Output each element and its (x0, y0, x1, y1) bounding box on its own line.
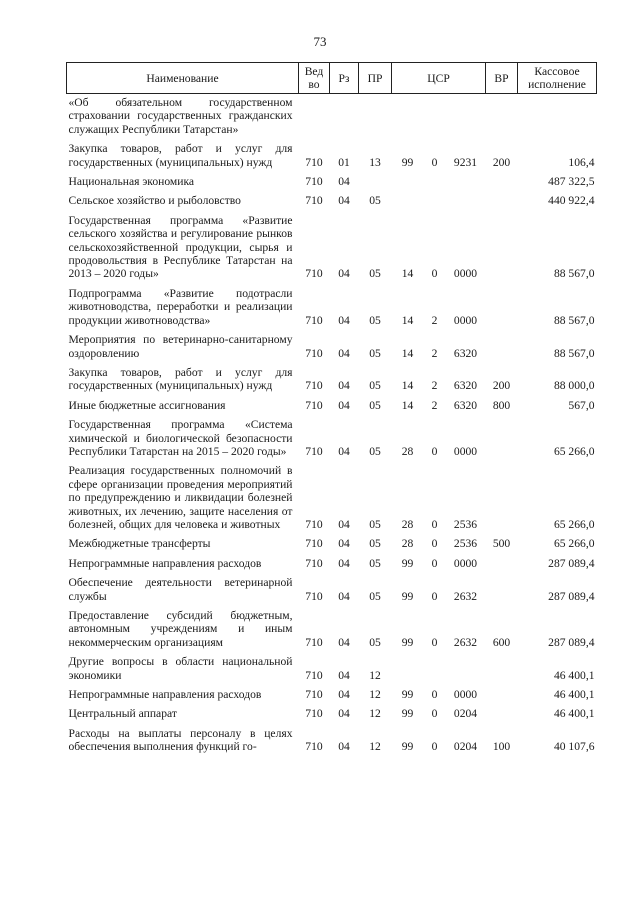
cell-ved: 710 (305, 707, 323, 721)
cell-name: Государственная программа «Развитие сельского хозяйства и регулирование рынков сельскохозяйственной продукции, сырья и продовольствия в Республике Татарстан на 2013 – 2020 годы» (68, 213, 293, 281)
cell-csr-program: 14 (401, 346, 414, 360)
cell-csr-direction: 0204 (453, 740, 478, 754)
cell-csr-program (392, 653, 424, 686)
cell-rz: 04 (338, 668, 350, 682)
cell-csr-direction: 0000 (453, 444, 478, 458)
cell-csr-program: 99 (401, 556, 414, 570)
cell-csr-subprogram: 2 (431, 398, 438, 412)
cell-name: Сельское хозяйство и рыболовство (68, 194, 241, 208)
table-row (67, 653, 597, 686)
cell-rz: 04 (338, 589, 350, 603)
table-row (67, 285, 597, 331)
table-row (67, 686, 597, 705)
cell-csr-subprogram: 0 (431, 517, 438, 531)
cell-csr-direction (446, 653, 486, 686)
cell-ved: 710 (305, 517, 323, 531)
cell-csr-direction (446, 173, 486, 192)
cell-amount: 46 400,1 (553, 668, 595, 682)
cell-csr-program: 99 (401, 635, 414, 649)
cell-csr-program: 14 (401, 313, 414, 327)
cell-amount: 65 266,0 (553, 444, 595, 458)
cell-csr-program: 14 (401, 379, 414, 393)
cell-name: Закупка товаров, работ и услуг для государственных (муниципальных) нужд (68, 365, 293, 393)
cell-csr-subprogram: 0 (431, 155, 438, 169)
cell-csr-direction: 6320 (453, 398, 478, 412)
cell-csr-subprogram (424, 94, 446, 141)
cell-csr-subprogram: 0 (431, 635, 438, 649)
table-row (67, 140, 597, 173)
cell-ved: 710 (305, 346, 323, 360)
cell-vr: 200 (492, 155, 511, 169)
cell-csr-direction: 2536 (453, 517, 478, 531)
budget-table (66, 62, 597, 758)
cell-name: Непрограммные направления расходов (68, 556, 262, 570)
cell-amount: 46 400,1 (553, 707, 595, 721)
cell-vr (486, 285, 518, 331)
cell-rz: 04 (338, 379, 350, 393)
cell-amount: 440 922,4 (548, 194, 595, 208)
cell-amount: 88 567,0 (553, 267, 595, 281)
header-amount: Кассовое исполнение (518, 63, 597, 94)
cell-amount: 487 322,5 (548, 175, 595, 189)
cell-vr (486, 331, 518, 364)
cell-vr: 100 (492, 740, 511, 754)
cell-csr-program (392, 173, 424, 192)
cell-pr: 05 (369, 379, 381, 393)
cell-rz: 04 (338, 398, 350, 412)
cell-amount: 88 000,0 (553, 379, 595, 393)
cell-ved: 710 (305, 194, 323, 208)
cell-pr: 05 (369, 194, 381, 208)
cell-csr-program: 14 (401, 398, 414, 412)
cell-rz: 04 (338, 313, 350, 327)
cell-pr: 12 (369, 740, 381, 754)
table-row (67, 725, 597, 758)
cell-csr-program (392, 94, 424, 141)
cell-name: Подпрограмма «Развитие подотрасли животноводства, переработки и реализации продукции животноводства» (68, 286, 293, 327)
table-header-row (67, 63, 597, 94)
cell-csr-program: 99 (401, 707, 414, 721)
cell-vr (486, 686, 518, 705)
cell-vr (486, 653, 518, 686)
cell-name: Расходы на выплаты персоналу в целях обеспечения выполнения функций го- (68, 726, 293, 754)
cell-ved: 710 (305, 556, 323, 570)
cell-name: Государственная программа «Система химической и биологической безопасности Республики Татарстан на 2015 – 2020 годы» (68, 418, 293, 458)
cell-csr-program: 28 (401, 537, 414, 551)
cell-rz: 04 (338, 194, 350, 208)
cell-csr-program: 28 (401, 444, 414, 458)
header-rz: Рз (330, 63, 359, 94)
cell-ved (299, 94, 330, 141)
cell-pr: 05 (369, 537, 381, 551)
cell-csr-direction: 2632 (453, 589, 478, 603)
cell-ved: 710 (305, 379, 323, 393)
cell-csr-direction: 0000 (453, 688, 478, 702)
cell-csr-direction (446, 192, 486, 211)
cell-csr-subprogram: 0 (431, 556, 438, 570)
cell-ved: 710 (305, 668, 323, 682)
cell-rz: 04 (338, 635, 350, 649)
cell-csr-program: 99 (401, 740, 414, 754)
cell-rz: 04 (338, 444, 350, 458)
cell-csr-subprogram: 2 (431, 379, 438, 393)
cell-pr (359, 173, 392, 192)
cell-rz: 01 (338, 155, 350, 169)
cell-rz: 04 (338, 688, 350, 702)
cell-csr-subprogram: 0 (431, 707, 438, 721)
cell-csr-program: 14 (401, 267, 414, 281)
table-row (67, 397, 597, 416)
cell-pr: 12 (369, 707, 381, 721)
table-row (67, 212, 597, 285)
table-row (67, 331, 597, 364)
header-csr: ЦСР (392, 63, 486, 94)
cell-csr-direction: 2536 (453, 537, 478, 551)
cell-csr-program: 28 (401, 517, 414, 531)
cell-vr (486, 94, 518, 141)
cell-name: Реализация государственных полномочий в сфере организации проведения мероприятий по предупреждению и ликвидации болезней животных, их лечению, защите населения от болезней, общих для человека и животных (68, 464, 293, 531)
cell-csr-direction: 6320 (453, 346, 478, 360)
cell-vr (486, 574, 518, 607)
cell-name: Другие вопросы в области национальной экономики (68, 655, 293, 682)
header-pr: ПР (359, 63, 392, 94)
table-row (67, 535, 597, 554)
cell-csr-program: 99 (401, 589, 414, 603)
cell-name: Закупка товаров, работ и услуг для государственных (муниципальных) нужд (68, 142, 293, 169)
cell-amount: 287 089,4 (548, 556, 595, 570)
cell-name: Межбюджетные трансферты (68, 537, 211, 551)
cell-csr-subprogram: 0 (431, 444, 438, 458)
cell-rz (330, 94, 359, 141)
cell-csr-subprogram (424, 173, 446, 192)
cell-ved: 710 (305, 635, 323, 649)
cell-csr-direction: 0000 (453, 313, 478, 327)
cell-csr-subprogram: 0 (431, 589, 438, 603)
cell-rz: 04 (338, 537, 350, 551)
table-row (67, 364, 597, 397)
cell-ved: 710 (305, 155, 323, 169)
table-row (67, 94, 597, 141)
cell-ved: 710 (305, 398, 323, 412)
cell-vr (486, 416, 518, 462)
cell-csr-subprogram: 0 (431, 267, 438, 281)
table-row (67, 416, 597, 462)
cell-csr-direction: 2632 (453, 635, 478, 649)
cell-pr: 05 (369, 444, 381, 458)
cell-pr: 13 (369, 155, 381, 169)
cell-pr: 12 (369, 688, 381, 702)
cell-rz: 04 (338, 707, 350, 721)
cell-vr: 200 (492, 379, 511, 393)
cell-pr: 05 (369, 556, 381, 570)
cell-amount: 65 266,0 (553, 517, 595, 531)
table-row (67, 173, 597, 192)
header-ved: Ведво (299, 63, 330, 94)
cell-vr (486, 462, 518, 535)
cell-csr-subprogram: 2 (431, 346, 438, 360)
cell-ved: 710 (305, 589, 323, 603)
cell-ved: 710 (305, 175, 323, 189)
cell-ved: 710 (305, 444, 323, 458)
cell-ved: 710 (305, 267, 323, 281)
cell-amount: 46 400,1 (553, 688, 595, 702)
header-vr: ВР (486, 63, 518, 94)
cell-csr-program: 99 (401, 155, 414, 169)
cell-vr (486, 192, 518, 211)
cell-csr-direction: 6320 (453, 379, 478, 393)
cell-amount: 88 567,0 (553, 313, 595, 327)
cell-pr (359, 94, 392, 141)
cell-name: Иные бюджетные ассигнования (68, 398, 226, 412)
cell-rz: 04 (338, 175, 350, 189)
cell-name: Предоставление субсидий бюджетным, автономным учреждениям и иным некоммерческим организациям (68, 609, 293, 649)
cell-vr: 800 (492, 398, 511, 412)
cell-csr-subprogram (424, 653, 446, 686)
cell-csr-subprogram (424, 192, 446, 211)
cell-rz: 04 (338, 346, 350, 360)
cell-pr: 05 (369, 635, 381, 649)
cell-vr: 500 (492, 537, 511, 551)
table-row (67, 705, 597, 724)
cell-vr (486, 212, 518, 285)
cell-csr-subprogram: 0 (431, 740, 438, 754)
cell-amount: 65 266,0 (553, 537, 595, 551)
cell-amount (518, 94, 597, 141)
cell-csr-direction: 9231 (453, 155, 478, 169)
cell-csr-subprogram: 0 (431, 688, 438, 702)
cell-vr: 600 (492, 635, 511, 649)
cell-pr: 05 (369, 398, 381, 412)
cell-ved: 710 (305, 313, 323, 327)
cell-csr-program (392, 192, 424, 211)
cell-csr-direction: 0000 (453, 556, 478, 570)
cell-name: «Об обязательном государственном страховании государственных гражданских служащих Республики Татарстан» (68, 96, 293, 136)
cell-name: Центральный аппарат (68, 707, 177, 721)
cell-csr-subprogram: 2 (431, 313, 438, 327)
cell-csr-direction: 0000 (453, 267, 478, 281)
cell-rz: 04 (338, 556, 350, 570)
cell-name: Мероприятия по ветеринарно-санитарному оздоровлению (68, 333, 293, 360)
cell-amount: 287 089,4 (548, 635, 595, 649)
page-number: 73 (313, 34, 327, 49)
cell-amount: 287 089,4 (548, 589, 595, 603)
table-row (67, 555, 597, 574)
table-row (67, 574, 597, 607)
cell-rz: 04 (338, 740, 350, 754)
cell-ved: 710 (305, 688, 323, 702)
cell-name: Обеспечение деятельности ветеринарной службы (68, 576, 293, 603)
cell-amount: 88 567,0 (553, 346, 595, 360)
cell-pr: 05 (369, 267, 381, 281)
cell-amount: 106,4 (568, 155, 595, 169)
cell-vr (486, 555, 518, 574)
cell-ved: 710 (305, 537, 323, 551)
cell-csr-direction (446, 94, 486, 141)
cell-pr: 05 (369, 313, 381, 327)
table-row (67, 462, 597, 535)
cell-amount: 567,0 (568, 398, 595, 412)
table-row (67, 192, 597, 211)
cell-pr: 12 (369, 668, 381, 682)
cell-rz: 04 (338, 267, 350, 281)
cell-name: Национальная экономика (68, 175, 195, 189)
cell-pr: 05 (369, 517, 381, 531)
cell-csr-subprogram: 0 (431, 537, 438, 551)
cell-csr-program: 99 (401, 688, 414, 702)
cell-pr: 05 (369, 589, 381, 603)
cell-vr (486, 705, 518, 724)
cell-csr-direction: 0204 (453, 707, 478, 721)
header-name: Наименование (67, 63, 299, 94)
cell-rz: 04 (338, 517, 350, 531)
cell-vr (486, 173, 518, 192)
cell-ved: 710 (305, 740, 323, 754)
cell-pr: 05 (369, 346, 381, 360)
table-row (67, 607, 597, 653)
cell-name: Непрограммные направления расходов (68, 688, 262, 702)
cell-amount: 40 107,6 (553, 740, 595, 754)
